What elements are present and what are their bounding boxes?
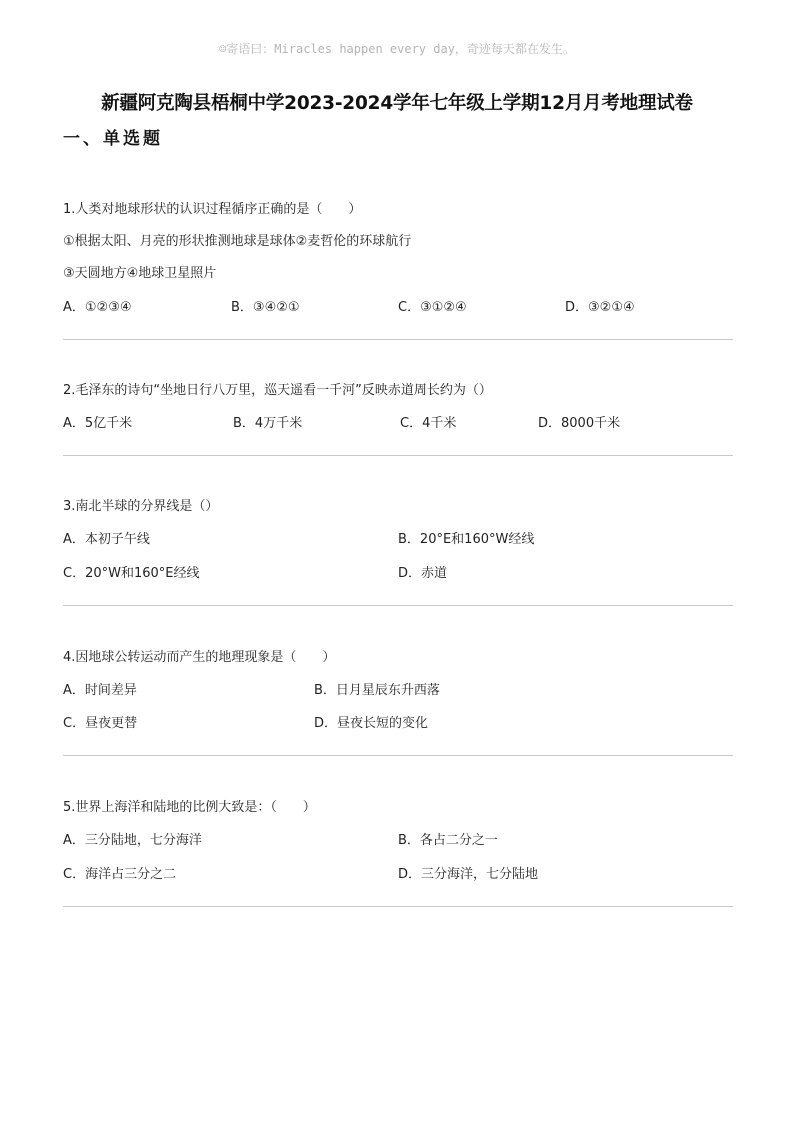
question-5-option-c[interactable]: C．海洋占三分之二 <box>63 867 177 882</box>
question-1-statement-line-1: ①根据太阳、月亮的形状推测地球是球体②麦哲伦的环球航行 <box>63 234 412 249</box>
question-divider <box>63 906 733 907</box>
question-2-option-c[interactable]: C．4千米 <box>400 416 457 431</box>
question-2-option-a[interactable]: A．5亿千米 <box>63 416 133 431</box>
exam-title: 新疆阿克陶县梧桐中学2023-2024学年七年级上学期12月月考地理试卷 <box>101 93 693 114</box>
question-1-statement-line-2: ③天圆地方④地球卫星照片 <box>63 266 217 281</box>
question-1-stem: 1.人类对地球形状的认识过程循序正确的是（ ） <box>63 202 362 217</box>
question-3-option-c[interactable]: C．20°W和160°E经线 <box>63 566 200 581</box>
question-divider <box>63 339 733 340</box>
question-4-option-d[interactable]: D．昼夜长短的变化 <box>314 716 429 731</box>
question-5-option-d[interactable]: D．三分海洋，七分陆地 <box>398 867 539 882</box>
question-3-option-d[interactable]: D．赤道 <box>398 566 448 581</box>
header-motto: ☺寄语曰：Miracles happen every day，奇迹每天都在发生。 <box>219 42 575 56</box>
question-4-option-a[interactable]: A．时间差异 <box>63 683 137 698</box>
question-divider <box>63 455 733 456</box>
question-divider <box>63 755 733 756</box>
question-4-option-b[interactable]: B．日月星辰东升西落 <box>314 683 440 698</box>
question-5-stem: 5.世界上海洋和陆地的比例大致是：（ ） <box>63 800 316 815</box>
question-5-option-b[interactable]: B．各占二分之一 <box>398 833 498 848</box>
question-3-option-a[interactable]: A．本初子午线 <box>63 532 150 547</box>
question-1-option-a[interactable]: A．①②③④ <box>63 300 132 315</box>
question-1-option-b[interactable]: B．③④②① <box>231 300 300 315</box>
question-4-option-c[interactable]: C．昼夜更替 <box>63 716 138 731</box>
question-2-option-b[interactable]: B．4万千米 <box>233 416 303 431</box>
question-2-stem: 2.毛泽东的诗句“坐地日行八万里，巡天遥看一千河”反映赤道周长约为（） <box>63 383 492 398</box>
question-3-option-b[interactable]: B．20°E和160°W经线 <box>398 532 535 547</box>
section-heading: 一、单选题 <box>63 129 163 149</box>
question-2-option-d[interactable]: D．8000千米 <box>538 416 621 431</box>
question-4-stem: 4.因地球公转运动而产生的地理现象是（ ） <box>63 650 336 665</box>
question-1-option-c[interactable]: C．③①②④ <box>398 300 467 315</box>
question-3-stem: 3.南北半球的分界线是（） <box>63 499 219 514</box>
question-1-option-d[interactable]: D．③②①④ <box>565 300 635 315</box>
question-divider <box>63 605 733 606</box>
question-5-option-a[interactable]: A．三分陆地，七分海洋 <box>63 833 202 848</box>
